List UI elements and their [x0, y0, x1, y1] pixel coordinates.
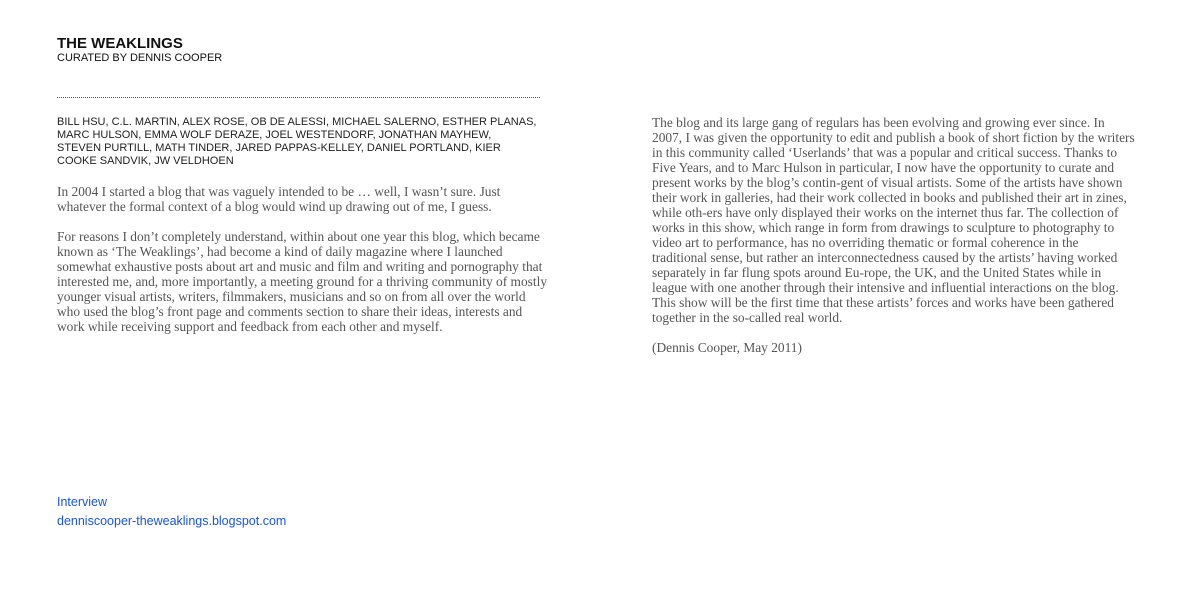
signature-line: (Dennis Cooper, May 2011)	[652, 340, 802, 355]
artist-list: BILL HSU, C.L. MARTIN, ALEX ROSE, OB DE ALESSI, MICHAEL SALERNO, ESTHER PLANAS, MARC HULSON, EMMA WOLF DERAZE, JOEL WESTENDORF, JONATHAN MAYHEW, STEVEN PURTILL, MATH TINDER, JARED PAPPAS-KELLEY, DANIEL PORTLAND, KIER COOKE SANDVIK, JW VELDHOEN	[57, 116, 537, 167]
interview-link[interactable]: Interview	[57, 495, 108, 509]
left-column	[57, 184, 547, 334]
curator-subtitle: CURATED BY DENNIS COOPER	[57, 52, 223, 64]
essay-paragraph: The blog and its large gang of regulars has been evolving and growing ever since. In 2007, I was given the opportunity to edit and publish a book of short fiction by the writers in this community called ‘Userlands’ that was a popular and critical success. Thanks to Five Years, and to Marc Hulson in particular, I now have the opportunity to curate and present works by the blog’s contin-gent of visual artists. Some of the artists have shown their work in galleries, had their work collected in books and published their art in zines, while oth-ers have only displayed their works on the internet thus far. The collection of works in this show, which range in form from drawings to sculpture to photography to video art to performance, has no overriding thematic or formal coherence in the traditional sense, but rather an interconnectedness caused by the artists’ having worked separately in far flung spots around Eu-rope, the UK, and the United States while in league with one another through their intensive and influential interactions on the blog. This show will be the first time that these artists’ forces and works have been gathered together in the so-called real world.	[652, 115, 1135, 325]
blog-link[interactable]: denniscooper-theweaklings.blogspot.com	[57, 514, 287, 528]
intro-paragraph-2: For reasons I don’t completely understand, within about one year this blog, which became known as ‘The Weaklings’, had become a kind of daily magazine where I launched somewhat exhaustive posts about art and music and film and writing and pornography that interested me, and, more importantly, a meeting ground for a thriving community of mostly younger visual artists, writers, filmmakers, musicians and so on from all over the world who used the blog’s front page and comments section to share their ideas, interests and work while receiving support and feedback from each other and myself.	[57, 229, 548, 334]
page-title: THE WEAKLINGS	[57, 35, 183, 52]
right-column	[652, 115, 1136, 355]
dotted-divider	[57, 97, 540, 98]
intro-paragraph-1: In 2004 I started a blog that was vaguely intended to be … well, I wasn’t sure. Just whatever the formal context of a blog would wind up drawing out of me, I guess.	[57, 184, 501, 214]
links-section	[57, 493, 286, 531]
